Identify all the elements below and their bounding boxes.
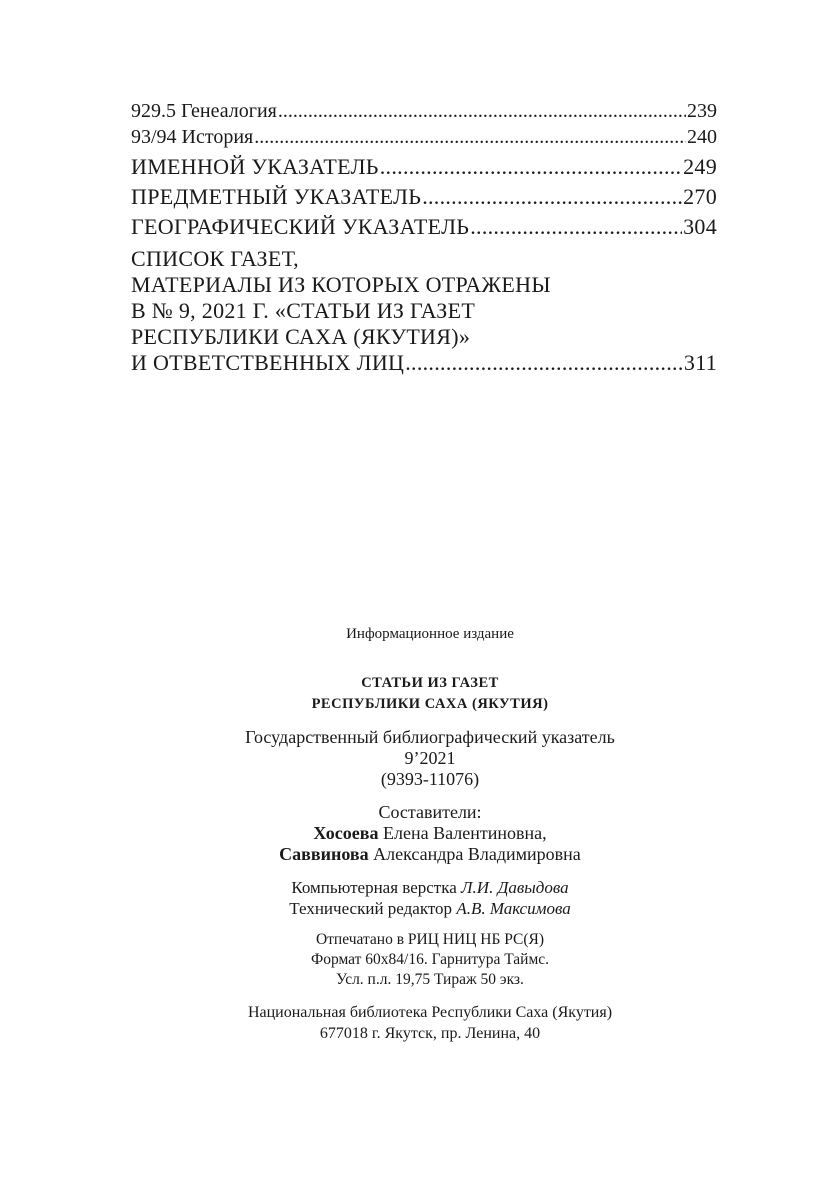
print-info-line2: Формат 60х84/16. Гарнитура Таймс. bbox=[310, 951, 550, 968]
publication-kind: Информационное издание bbox=[346, 626, 514, 642]
toc-entry-label: И ОТВЕТСТВЕННЫХ ЛИЦ bbox=[131, 350, 405, 375]
publication-issue: 9’2021 bbox=[404, 748, 456, 768]
toc-newspapers-line: СПИСОК ГАЗЕТ, bbox=[131, 246, 299, 271]
library-address: 677018 г. Якутск, пр. Ленина, 40 bbox=[319, 1025, 541, 1042]
editor-credit bbox=[150, 898, 710, 919]
editor-credit-label: Технический редактор bbox=[289, 899, 457, 918]
compiler-2 bbox=[150, 844, 710, 865]
toc-leader-dots bbox=[254, 124, 686, 150]
toc-entry-page: 311 bbox=[683, 350, 717, 375]
toc-leader-dots bbox=[470, 212, 682, 242]
toc-leader-dots bbox=[405, 350, 683, 376]
toc-entry-page: 270 bbox=[683, 184, 717, 209]
publication-description: Государственный библиографический указатель bbox=[245, 727, 615, 747]
toc-entry-label: ГЕОГРАФИЧЕСКИЙ УКАЗАТЕЛЬ bbox=[131, 214, 470, 239]
compiler-1 bbox=[150, 823, 710, 844]
toc-entry-label: 93/94 История bbox=[131, 126, 254, 148]
toc-newspapers-line: МАТЕРИАЛЫ ИЗ КОТОРЫХ ОТРАЖЕНЫ bbox=[131, 272, 551, 297]
toc-entry-label: 929.5 Генеалогия bbox=[131, 100, 277, 122]
toc-entry-page: 249 bbox=[683, 154, 717, 179]
compiler-2-name: Александра Владимировна bbox=[368, 844, 581, 864]
editor-credit-person: А.В. Максимова bbox=[456, 899, 571, 918]
toc-entry-label: ИМЕННОЙ УКАЗАТЕЛЬ bbox=[131, 154, 379, 179]
layout-credit-person: Л.И. Давыдова bbox=[461, 878, 569, 897]
publication-title-line1: СТАТЬИ ИЗ ГАЗЕТ bbox=[361, 675, 499, 691]
toc-entry-subject-index bbox=[131, 182, 717, 212]
toc-leader-dots bbox=[422, 182, 682, 212]
print-info-line1: Отпечатано в РИЦ НИЦ НБ РС(Я) bbox=[315, 931, 545, 948]
publication-title-line2: РЕСПУБЛИКИ САХА (ЯКУТИЯ) bbox=[311, 696, 549, 712]
toc-newspapers-line: В № 9, 2021 Г. «СТАТЬИ ИЗ ГАЗЕТ bbox=[131, 298, 476, 323]
library-name: Национальная библиотека Республики Саха (Якутия) bbox=[247, 1004, 613, 1021]
compiler-2-surname: Саввинова bbox=[279, 844, 369, 864]
compiler-1-surname: Хосоева bbox=[313, 823, 379, 843]
toc-newspapers-line: РЕСПУБЛИКИ САХА (ЯКУТИЯ)» bbox=[131, 324, 471, 349]
toc-entry-page: 239 bbox=[687, 100, 717, 122]
toc-entry-geographic-index bbox=[131, 212, 717, 242]
toc-leader-dots bbox=[278, 98, 686, 124]
compiler-1-name: Елена Валентиновна, bbox=[378, 823, 547, 843]
table-of-contents bbox=[131, 98, 717, 376]
compilers-label: Составители: bbox=[378, 802, 482, 822]
toc-entry-name-index bbox=[131, 152, 717, 182]
toc-entry-page: 240 bbox=[687, 126, 717, 148]
publication-range: (9393-11076) bbox=[380, 769, 480, 789]
toc-entry-newspapers-list bbox=[131, 350, 717, 376]
print-info-line3: Усл. п.л. 19,75 Тираж 50 экз. bbox=[336, 971, 524, 988]
layout-credit bbox=[150, 877, 710, 898]
toc-leader-dots bbox=[380, 152, 682, 182]
toc-entry-label: ПРЕДМЕТНЫЙ УКАЗАТЕЛЬ bbox=[131, 184, 422, 209]
imprint-block bbox=[150, 624, 710, 1044]
layout-credit-label: Компьютерная верстка bbox=[291, 878, 462, 897]
toc-entry-genealogy bbox=[131, 98, 717, 124]
toc-entry-page: 304 bbox=[683, 214, 717, 239]
toc-entry-history bbox=[131, 124, 717, 150]
